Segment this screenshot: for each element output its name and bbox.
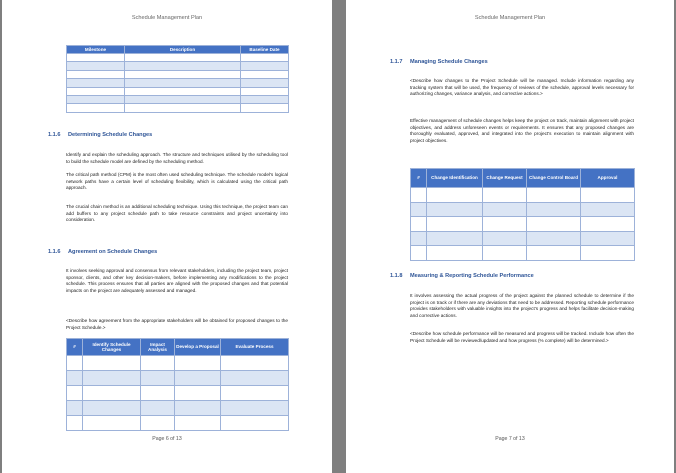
table-row bbox=[67, 386, 289, 401]
table-cell bbox=[141, 356, 175, 371]
table-row bbox=[67, 95, 289, 103]
table-cell bbox=[427, 231, 483, 246]
paragraph: <Describe how changes to the Project Schedule will be managed. Include information regarding any tracking system that will be used, the frequency of reviews of the schedule, approval levels necessary for authorizing changes, variance analysis, and corrective actions.> bbox=[410, 78, 634, 96]
table-row bbox=[411, 231, 635, 246]
table-cell bbox=[241, 70, 289, 78]
table-cell bbox=[141, 401, 175, 416]
table-cell bbox=[581, 231, 635, 246]
table-cell bbox=[581, 217, 635, 232]
table-cell bbox=[67, 386, 83, 401]
table-row bbox=[67, 54, 289, 62]
table-row bbox=[67, 356, 289, 371]
table-cell bbox=[411, 188, 427, 203]
table-cell bbox=[67, 401, 83, 416]
table-cell bbox=[427, 202, 483, 217]
section-title: Agreement on Schedule Changes bbox=[68, 249, 158, 255]
table-cell bbox=[175, 416, 221, 431]
table-header-cell: # bbox=[411, 169, 427, 188]
table-cell bbox=[125, 62, 241, 70]
paragraph: Effective management of schedule changes helps keep the project on track, maintain alignment with project objectives, and address unforeseen events or requirements. It ensures that any proposed changes are thoroughly evaluated, approved, and integrated into the project's execution to maintain alignment with project objectives. bbox=[410, 118, 634, 143]
table-cell bbox=[83, 371, 141, 386]
milestone-table bbox=[66, 45, 289, 113]
table-cell bbox=[427, 217, 483, 232]
table-row bbox=[67, 62, 289, 70]
table-cell bbox=[175, 386, 221, 401]
table-row bbox=[67, 104, 289, 112]
table-cell bbox=[241, 104, 289, 112]
table-cell bbox=[241, 79, 289, 87]
table-cell bbox=[411, 202, 427, 217]
table-row bbox=[67, 371, 289, 386]
table-cell bbox=[427, 246, 483, 261]
paragraph: The critical path method (CPM) is the most often used scheduling technique. The schedule model's logical network paths have a certain level of scheduling flexibility, which is calculated using the critical path approach. bbox=[66, 172, 288, 190]
table-cell bbox=[411, 246, 427, 261]
table-cell bbox=[67, 62, 125, 70]
table-cell bbox=[125, 79, 241, 87]
paragraph: The crucial chain method is an additional scheduling technique. Using this technique, the project team can add buffers to any project schedule path to take resource constraints and project uncertainty into consideration. bbox=[66, 204, 288, 222]
table-header-cell: Change Control Board bbox=[527, 169, 581, 188]
section-heading bbox=[390, 273, 534, 279]
table-cell bbox=[83, 386, 141, 401]
section-heading bbox=[48, 132, 152, 138]
table-header-cell: Description bbox=[125, 46, 241, 54]
table-cell bbox=[527, 202, 581, 217]
table-header-cell: Evaluate Process bbox=[221, 339, 289, 356]
table-cell bbox=[241, 95, 289, 103]
document-page-right bbox=[346, 0, 674, 473]
table-cell bbox=[221, 356, 289, 371]
table-cell bbox=[125, 95, 241, 103]
document-page-left bbox=[2, 0, 332, 473]
table-row bbox=[67, 401, 289, 416]
table-row bbox=[67, 416, 289, 431]
section-title: Managing Schedule Changes bbox=[410, 59, 488, 65]
table-cell bbox=[67, 95, 125, 103]
table-row bbox=[411, 202, 635, 217]
table-cell bbox=[83, 401, 141, 416]
page-header: Schedule Management Plan bbox=[131, 15, 203, 21]
table-cell bbox=[527, 188, 581, 203]
table-cell bbox=[125, 70, 241, 78]
table-cell bbox=[483, 246, 527, 261]
table-cell bbox=[411, 217, 427, 232]
table-header-cell: Approval bbox=[581, 169, 635, 188]
table-header-cell: Develop a Proposal bbox=[175, 339, 221, 356]
table-cell bbox=[67, 371, 83, 386]
table-row bbox=[67, 87, 289, 95]
table-cell bbox=[221, 416, 289, 431]
table-cell bbox=[221, 401, 289, 416]
table-cell bbox=[141, 386, 175, 401]
table-cell bbox=[67, 104, 125, 112]
table-cell bbox=[581, 202, 635, 217]
table-cell bbox=[411, 231, 427, 246]
table-cell bbox=[221, 371, 289, 386]
table-cell bbox=[527, 217, 581, 232]
section-heading bbox=[48, 249, 157, 255]
section-number: 1.1.6 bbox=[48, 132, 61, 138]
section-number: 1.1.7 bbox=[390, 59, 403, 65]
table-cell bbox=[527, 246, 581, 261]
table-cell bbox=[483, 202, 527, 217]
page-header: Schedule Management Plan bbox=[474, 15, 546, 21]
table-cell bbox=[221, 386, 289, 401]
section-title: Measuring & Reporting Schedule Performance bbox=[410, 273, 534, 279]
table-cell bbox=[141, 371, 175, 386]
change-table bbox=[410, 168, 635, 261]
table-cell bbox=[67, 87, 125, 95]
table-header-cell: Identify Schedule Changes bbox=[83, 339, 141, 356]
table-row bbox=[411, 246, 635, 261]
table-cell bbox=[483, 231, 527, 246]
table-cell bbox=[67, 356, 83, 371]
table-cell bbox=[125, 87, 241, 95]
section-number: 1.1.8 bbox=[390, 273, 403, 279]
table-cell bbox=[483, 217, 527, 232]
section-heading bbox=[390, 59, 488, 65]
table-cell bbox=[175, 371, 221, 386]
table-row bbox=[67, 70, 289, 78]
table-cell bbox=[67, 79, 125, 87]
table-cell bbox=[67, 416, 83, 431]
table-cell bbox=[241, 54, 289, 62]
paragraph: It involves seeking approval and consensus from relevant stakeholders, including the project team, project sponsor, clients, and other key decision-makers, before implementing any modifications to the project schedule. This process ensures that all parties are aligned with the proposed changes and that potential impacts on the project are adequately assessed and managed. bbox=[66, 268, 288, 293]
table-header-cell: # bbox=[67, 339, 83, 356]
table-cell bbox=[67, 70, 125, 78]
agreement-table bbox=[66, 338, 289, 431]
table-header-cell: Impact Analysis bbox=[141, 339, 175, 356]
table-cell bbox=[581, 246, 635, 261]
table-row bbox=[411, 188, 635, 203]
table-cell bbox=[83, 416, 141, 431]
table-cell bbox=[175, 356, 221, 371]
paragraph: Identify and explain the scheduling approach. The structure and techniques utilised by the scheduling tool to build the schedule model are defined by the scheduling method. bbox=[66, 152, 288, 164]
table-cell bbox=[83, 356, 141, 371]
table-cell bbox=[125, 104, 241, 112]
table-header-cell: Milestone bbox=[67, 46, 125, 54]
table-header-cell: Change Identification bbox=[427, 169, 483, 188]
page-footer: Page 7 of 13 bbox=[495, 436, 525, 442]
page-footer: Page 6 of 13 bbox=[152, 436, 182, 442]
table-row bbox=[67, 79, 289, 87]
table-cell bbox=[67, 54, 125, 62]
table-row bbox=[411, 217, 635, 232]
table-cell bbox=[581, 188, 635, 203]
table-cell bbox=[483, 188, 527, 203]
table-cell bbox=[427, 188, 483, 203]
table-header-cell: Baseline Date bbox=[241, 46, 289, 54]
section-title: Determining Schedule Changes bbox=[68, 132, 153, 138]
section-number: 1.1.6 bbox=[48, 249, 61, 255]
paragraph: It involves assessing the actual progress of the project against the planned schedule to determine if the project is on track or if there are any deviations that need to be addressed. Reporting schedule performance provides stakeholders with valuable insights into the project's progress and helps facilitate decision-making and corrective actions. bbox=[410, 293, 634, 318]
table-cell bbox=[241, 62, 289, 70]
table-cell bbox=[175, 401, 221, 416]
table-header-cell: Change Request bbox=[483, 169, 527, 188]
paragraph: <Describe how schedule performance will be measured and progress will be tracked. Include how often the Project Schedule will be reviewed/updated and how progress (% complete) will be determined.> bbox=[410, 331, 634, 343]
table-cell bbox=[125, 54, 241, 62]
paragraph: <Describe how agreement from the appropriate stakeholders will be obtained for proposed changes to the Project Schedule.> bbox=[66, 318, 288, 330]
table-cell bbox=[141, 416, 175, 431]
table-cell bbox=[241, 87, 289, 95]
table-cell bbox=[527, 231, 581, 246]
